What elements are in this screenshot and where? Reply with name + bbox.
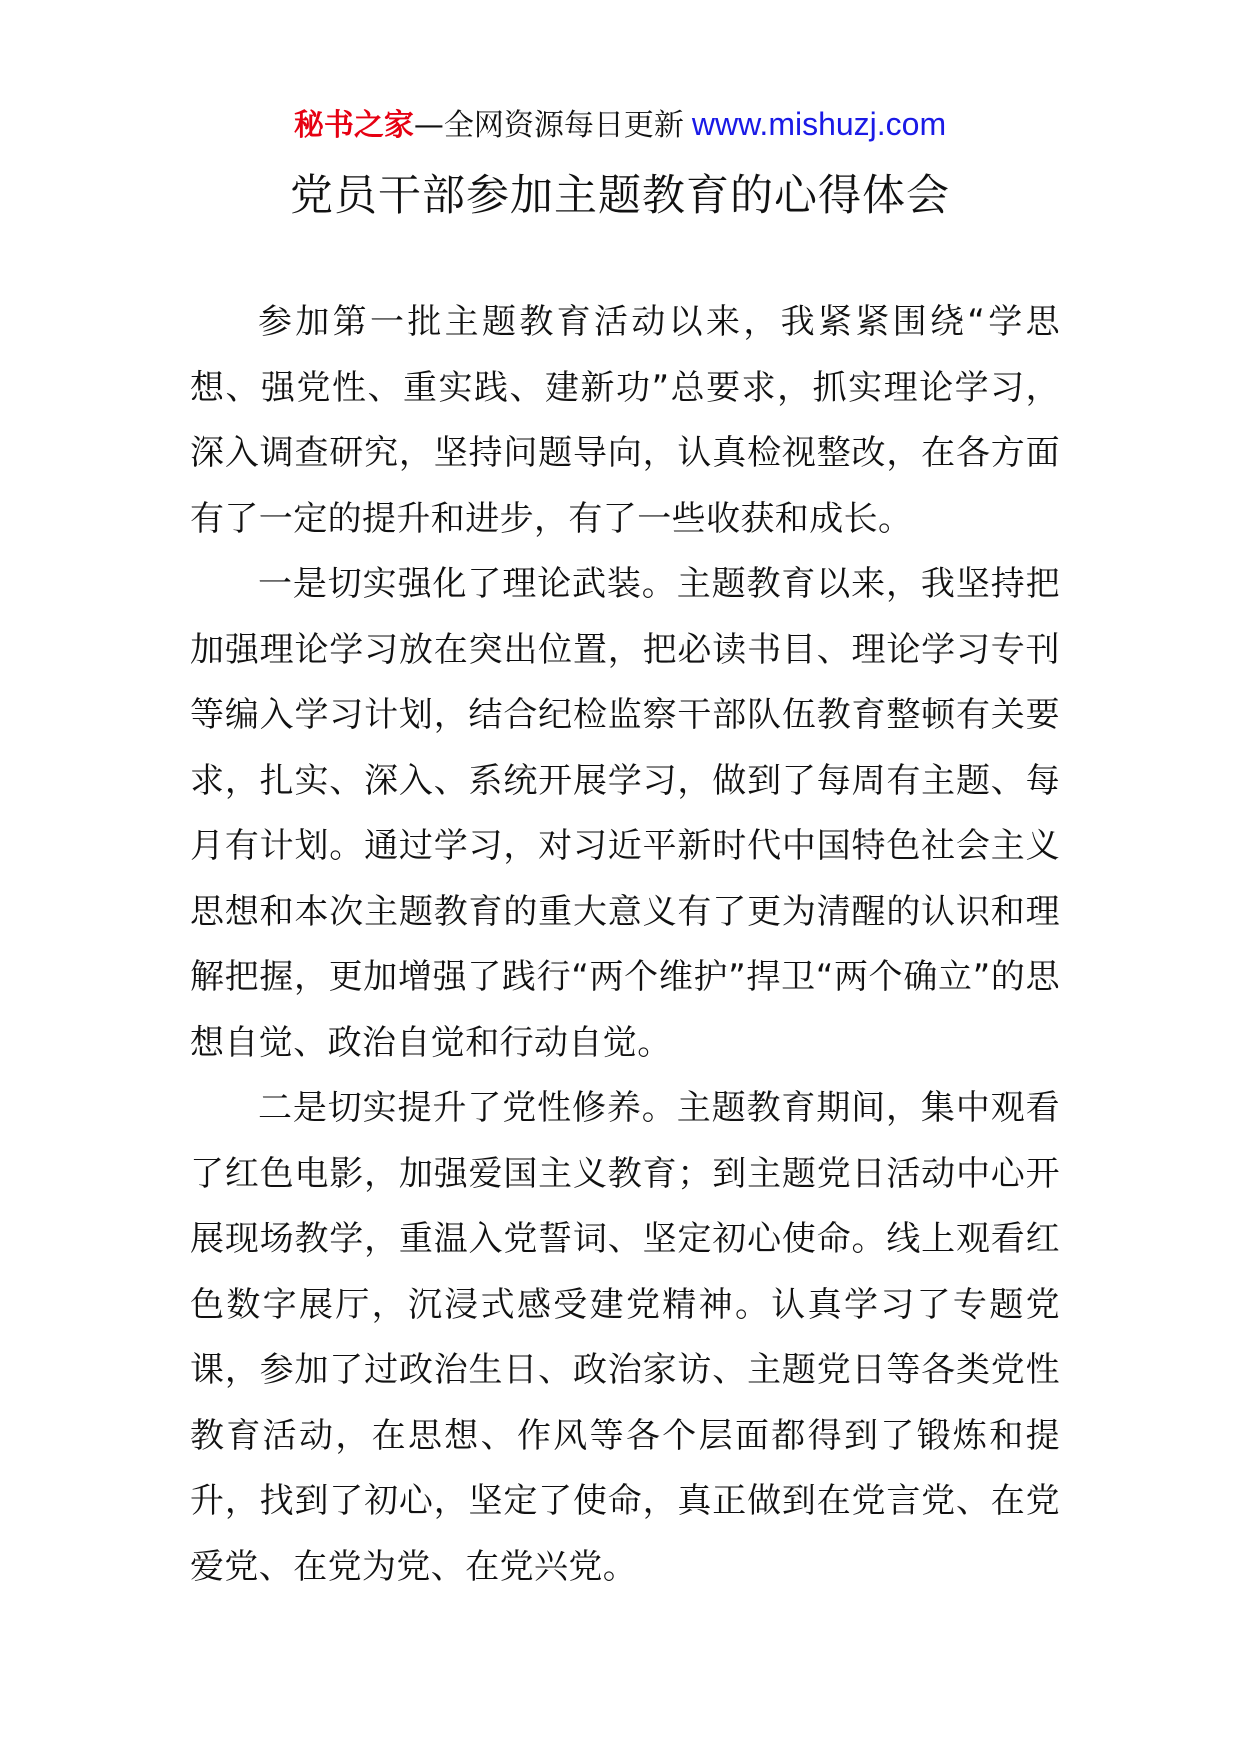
site-brand: 秘书之家: [293, 108, 414, 143]
site-url-link[interactable]: www.mishuzj.com: [691, 106, 947, 142]
site-tagline: —全网资源每日更新: [413, 108, 684, 143]
paragraph-theory: 一是切实强化了理论武装。主题教育以来，我坚持把加强理论学习放在突出位置，把必读书目、理论学习专刊等编入学习计划，结合纪检监察干部队伍教育整顿有关要求，扎实、深入、系统开展学习，做到了每周有主题、每月有计划。通过学习，对习近平新时代中国特色社会主义思想和本次主题教育的重大意义有了更为清醒的认识和理解把握，更加增强了践行“两个维护”捍卫“两个确立”的思想自觉、政治自觉和行动自觉。: [190, 564, 1060, 1063]
paragraph-intro: 参加第一批主题教育活动以来，我紧紧围绕“学思想、强党性、重实践、建新功”总要求，抓实理论学习，深入调查研究，坚持问题导向，认真检视整改，在各方面有了一定的提升和进步，有了一些收获和成长。: [190, 302, 1060, 539]
site-header: [0, 100, 1240, 150]
paragraph-party-spirit: 二是切实提升了党性修养。主题教育期间，集中观看了红色电影，加强爱国主义教育；到主题党日活动中心开展现场教学，重温入党誓词、坚定初心使命。线上观看红色数字展厅，沉浸式感受建党精神。认真学习了专题党课，参加了过政治生日、政治家访、主题党日等各类党性教育活动，在思想、作风等各个层面都得到了锻炼和提升，找到了初心，坚定了使命，真正做到在党言党、在党爱党、在党为党、在党兴党。: [190, 1088, 1060, 1587]
document-title: 党员干部参加主题教育的心得体会: [290, 171, 950, 221]
document-body: [190, 290, 1060, 1600]
